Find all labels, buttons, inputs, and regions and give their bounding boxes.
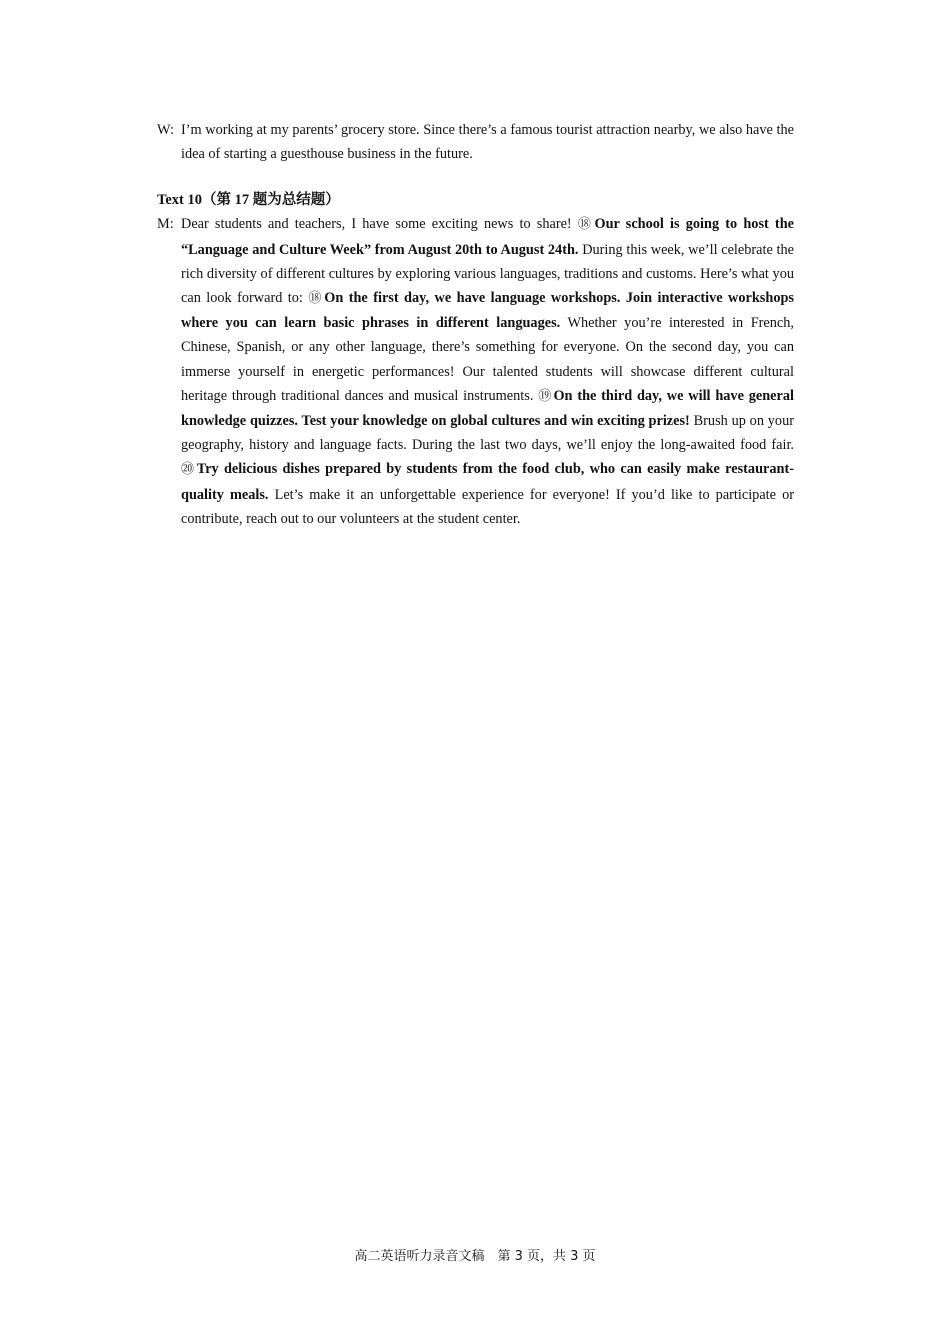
answer-key-sentence: Try delicious dishes prepared by students from the food club, who can easily make restaurant-quality meals. [181, 461, 794, 503]
answer-key-sentence: On the third day, we will have general knowledge quizzes. Test your knowledge on global cultures and win exciting prizes! [181, 387, 794, 430]
answer-key-sentence: Our school is going to host the “Language and Culture Week” from August 20th to August 24th. [181, 216, 794, 258]
dialogue-text: I’m working at my parents’ grocery store. Since there’s a famous tourist attraction nearby, we also have the idea of starting a guesthouse business in the future. [181, 122, 794, 163]
monologue-paragraph [157, 212, 794, 531]
question-number-marker: ⑱ [577, 217, 594, 233]
transcript-segment: Brush up on your geography, history and language facts. During the last two days, we’ll enjoy the long-awaited food fair. [181, 413, 794, 454]
transcript-segment: During this week, we’ll celebrate the rich diversity of different cultures by exploring various languages, traditions and customs. Here’s what you can look forward to: [181, 241, 794, 307]
monologue-text [181, 216, 794, 526]
transcript-content [157, 118, 794, 531]
page-footer: 高二英语听力录音文稿 第 3 页，共 3 页 [354, 1249, 596, 1264]
transcript-segment: Dear students and teachers, I have some exciting news to share! [181, 216, 578, 233]
transcript-segment: Let’s make it an unforgettable experience for everyone! If you’d like to participate or contribute, reach out to our volunteers at the student center. [181, 486, 794, 527]
speaker-label: W: [157, 122, 174, 138]
transcript-segment: Whether you’re interested in French, Chinese, Spanish, or any other language, there’s something for everyone. On the second day, you can immerse yourself in energetic performances! Our talented students will showcase different cultural heritage through traditional dances and musical instruments. [181, 315, 794, 404]
answer-key-sentence: On the first day, we have language workshops. Join interactive workshops where you can learn basic phrases in different languages. [181, 290, 794, 332]
question-number-marker: ⑳ [181, 462, 196, 478]
speaker-label: M: [157, 216, 174, 233]
section-heading: Text 10（第 17 题为总结题） [157, 192, 340, 209]
question-number-marker: ⑱ [308, 291, 324, 307]
question-number-marker: ⑲ [538, 388, 553, 404]
dialogue-line-w [157, 118, 794, 166]
